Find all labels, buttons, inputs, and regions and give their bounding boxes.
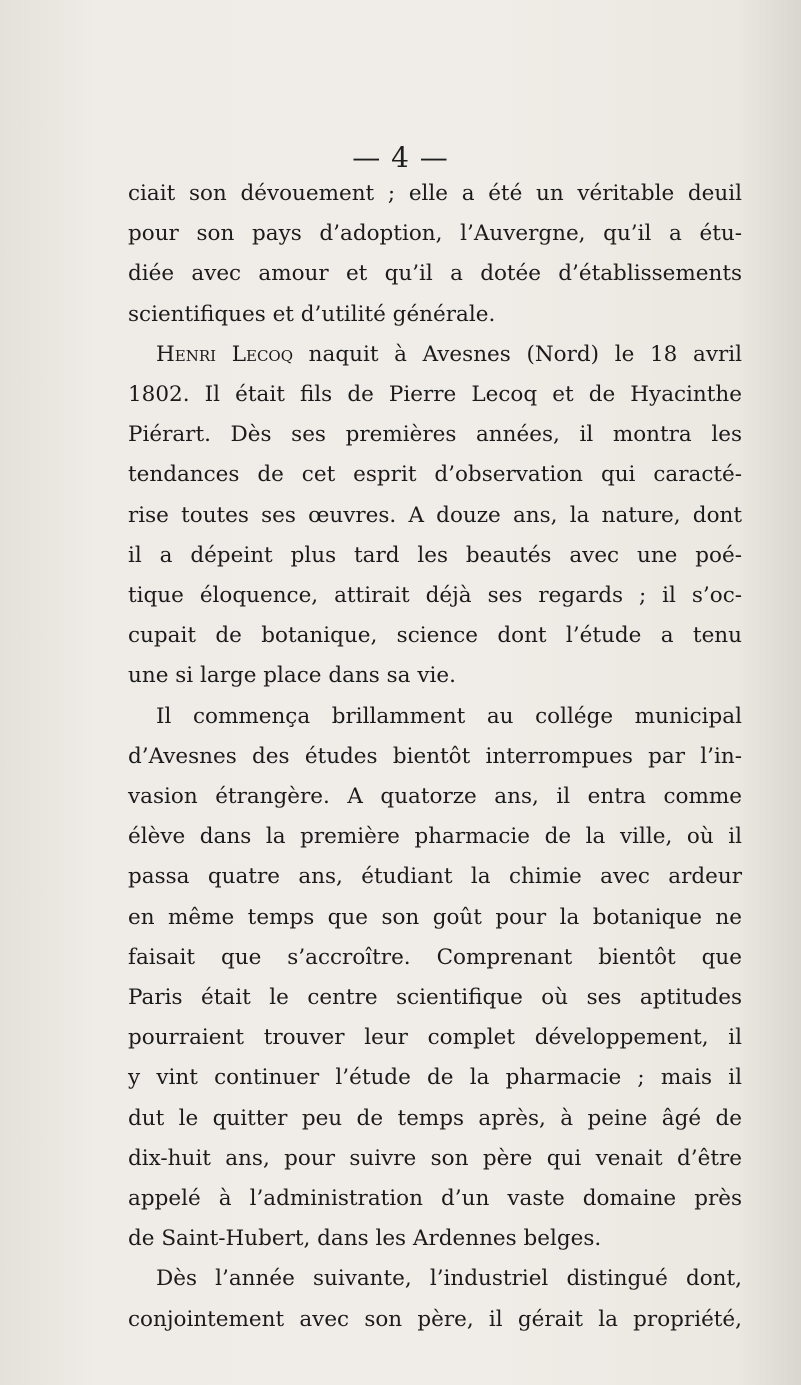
text-line: dix-huit ans, pour suivre son père qui venait d’être [128,1145,742,1171]
text-line: une si large place dans sa vie. [128,663,456,689]
text-line: Dès l’année suivante, l’industriel distingué dont, [156,1266,742,1292]
text-line: diée avec amour et qu’il a dotée d’établissements [128,261,742,287]
text-line: Piérart. Dès ses premières années, il montra les [128,422,742,448]
text-line: conjointement avec son père, il gérait la propriété, [128,1306,742,1332]
text-line: ciait son dévouement ; elle a été un véritable deuil [128,181,742,206]
text-line: passa quatre ans, étudiant la chimie avec ardeur [128,864,742,890]
text-line: en même temps que son goût pour la botanique ne [128,904,742,930]
author-name: Henri Lecoq [156,341,294,367]
text-line: tique éloquence, attirait déjà ses regards ; il s’oc- [128,583,742,609]
text-line: scientifiques et d’utilité générale. [128,301,496,327]
text-line: y vint continuer l’étude de la pharmacie ; mais il [128,1065,742,1091]
text-line: pour son pays d’adoption, l’Auvergne, qu’il a étu- [128,221,742,247]
text-line: rise toutes ses œuvres. A douze ans, la nature, dont [128,502,742,528]
text-line: il a dépeint plus tard les beautés avec une poé- [128,542,742,568]
body-text [128,174,742,1340]
text-line: cupait de botanique, science dont l’étude a tenu [128,623,742,649]
text-line: appelé à l’administration d’un vaste domaine près [128,1186,742,1212]
text-line: 1802. Il était fils de Pierre Lecoq et de Hyacinthe [128,382,742,408]
text-line: dut le quitter peu de temps après, à peine âgé de [128,1105,742,1131]
text-line [128,335,742,375]
text-line: Paris était le centre scientifique où ses aptitudes [128,985,742,1011]
text-line: d’Avesnes des études bientôt interrompues par l’in- [128,743,742,769]
text-line: tendances de cet esprit d’observation qui caracté- [128,462,742,488]
page-number: — 4 — [352,141,449,174]
text-line: de Saint-Hubert, dans les Ardennes belges. [128,1226,602,1252]
text-line: élève dans la première pharmacie de la ville, où il [128,824,742,850]
text-line: Il commença brillamment au collége municipal [156,703,742,729]
text-line: pourraient trouver leur complet développement, il [128,1025,742,1051]
text-fragment: naquit à Avesnes (Nord) le 18 avril [293,341,742,367]
text-line: faisait que s’accroître. Comprenant bientôt que [128,944,742,970]
text-line: vasion étrangère. A quatorze ans, il entra comme [128,784,742,810]
